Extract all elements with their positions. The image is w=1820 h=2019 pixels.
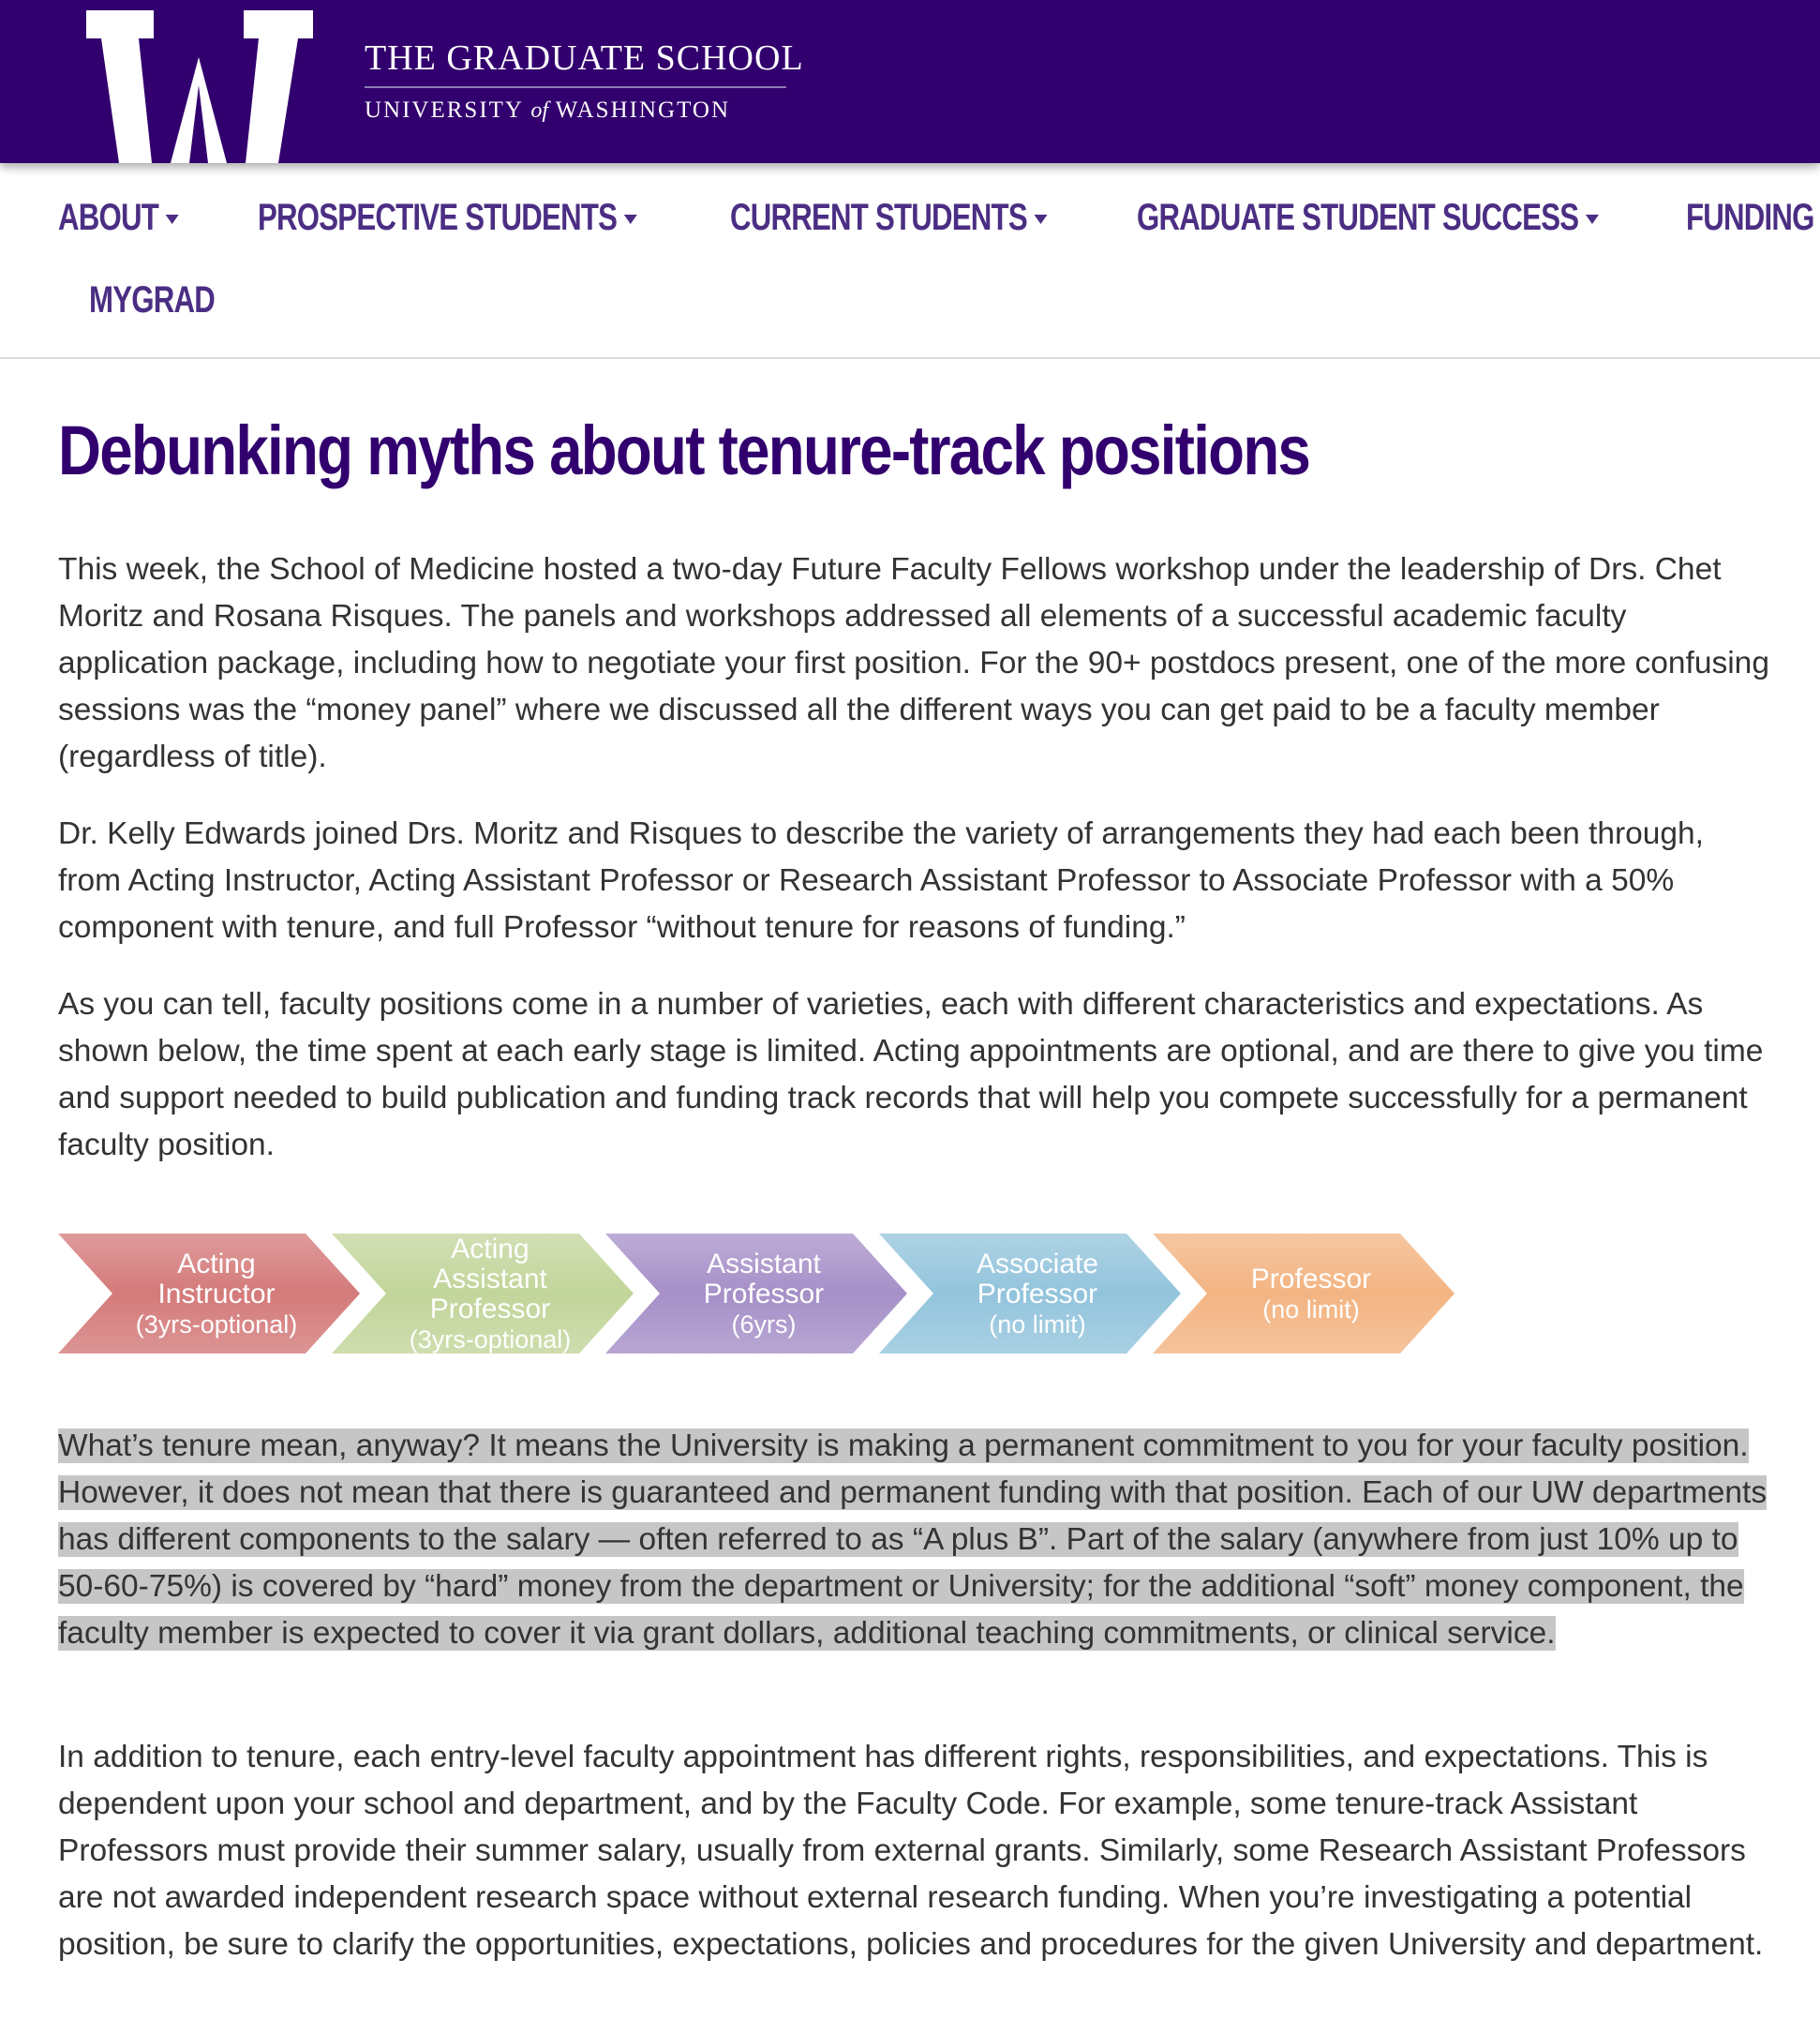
stage-label: Professor: [977, 1279, 1098, 1309]
caret-down-icon: [1586, 215, 1599, 224]
faculty-stages-diagram: [58, 1230, 1464, 1361]
paragraph: Dr. Kelly Edwards joined Drs. Moritz and Risques to describe the variety of arrangements they had each been through, from Acting Instructor, Acting Assistant Professor or Research Assistant Professor to Associate Professor with a 50% component with tenure, and full Professor “without tenure for reasons of funding.”: [58, 816, 1704, 945]
nav-divider: [0, 357, 1820, 359]
paragraph: This week, the School of Medicine hosted a two-day Future Faculty Fellows workshop under the leadership of Drs. Chet Moritz and Rosana Risques. The panels and workshops addressed all elements of a successful academic faculty application package, including how to negotiate your first position. For the 90+ postdocs present, one of the more confusing sessions was the “money panel” where we discussed all the different ways you can get paid to be a faculty member (regardless of title).: [58, 552, 1769, 774]
stage-label: (3yrs-optional): [135, 1310, 298, 1339]
nav-current-students[interactable]: [730, 197, 1048, 239]
nav-label: PROSPECTIVE STUDENTS: [258, 197, 618, 238]
uw-text: WASHINGTON: [555, 97, 730, 123]
paragraph: As you can tell, faculty positions come in a number of varieties, each with different characteristics and expectations. As shown below, the time spent at each early stage is limited. Acting appointments are optional, and are there to give you time and support needed to build publication and funding track records that will help you compete successfully for a permanent faculty position.: [58, 987, 1764, 1162]
caret-down-icon: [624, 215, 637, 224]
uw-of: of: [530, 98, 548, 123]
nav-graduate-student-success[interactable]: [1137, 197, 1599, 239]
nav-label: CURRENT STUDENTS: [730, 197, 1027, 238]
stage-label: Professor: [429, 1294, 551, 1324]
highlighted-paragraph: [58, 1423, 1773, 1657]
nav-label: MYGRAD: [89, 279, 215, 321]
nav-label: FUNDING: [1686, 197, 1814, 238]
stage-label: Acting: [451, 1234, 530, 1264]
stage-label: (3yrs-optional): [409, 1325, 572, 1353]
nav-label: GRADUATE STUDENT SUCCESS: [1137, 197, 1579, 238]
stage-label: Associate: [976, 1249, 1099, 1279]
graduate-school-title[interactable]: THE GRADUATE SCHOOL: [365, 38, 804, 78]
nav-mygrad[interactable]: [89, 279, 215, 322]
header-divider: [365, 86, 786, 88]
stage-label: Assistant: [707, 1249, 821, 1279]
caret-down-icon: [1035, 215, 1048, 224]
site-header: [0, 0, 1820, 163]
selected-text[interactable]: What’s tenure mean, anyway? It means the University is making a permanent commitment to you for your faculty position. However, it does not mean that there is guaranteed and permanent funding with that position. Each of our UW departments has different components to the salary — often referred to as “A plus B”. Part of the salary (anywhere from just 10% up to 50-60-75%) is covered by “hard” money from the department or University; for the additional “soft” money component, the faculty member is expected to cover it via grant dollars, additional teaching commitments, or clinical service.: [58, 1428, 1768, 1651]
stage-label: Professor: [1250, 1264, 1372, 1294]
uw-w-logo[interactable]: [86, 10, 313, 163]
nav-about[interactable]: [58, 197, 179, 239]
stage-label: Instructor: [157, 1279, 276, 1309]
nav-label: ABOUT: [58, 197, 159, 238]
page-title: Debunking myths about tenure-track positions: [58, 411, 1310, 489]
nav-prospective-students[interactable]: [258, 197, 637, 239]
nav-funding[interactable]: [1686, 197, 1814, 239]
stage-label: Professor: [703, 1279, 825, 1309]
uw-text: UNIVERSITY: [365, 97, 524, 123]
stage-label: (no limit): [1262, 1295, 1360, 1324]
stage-label: (no limit): [989, 1310, 1086, 1339]
stage-label: (6yrs): [731, 1310, 797, 1339]
university-name: [365, 97, 730, 124]
stage-label: Acting: [177, 1249, 256, 1279]
paragraph: In addition to tenure, each entry-level faculty appointment has different rights, responsibilities, and expectations. This is dependent upon your school and department, and by the Faculty Code. For example, some tenure-track Assistant Professors must provide their summer salary, usually from external grants. Similarly, some Research Assistant Professors are not awarded independent research space without external research funding. When you’re investigating a potential position, be sure to clarify the opportunities, expectations, policies and procedures for the given University and department.: [58, 1740, 1764, 1962]
caret-down-icon: [166, 215, 179, 224]
stage-label: Assistant: [433, 1264, 547, 1294]
